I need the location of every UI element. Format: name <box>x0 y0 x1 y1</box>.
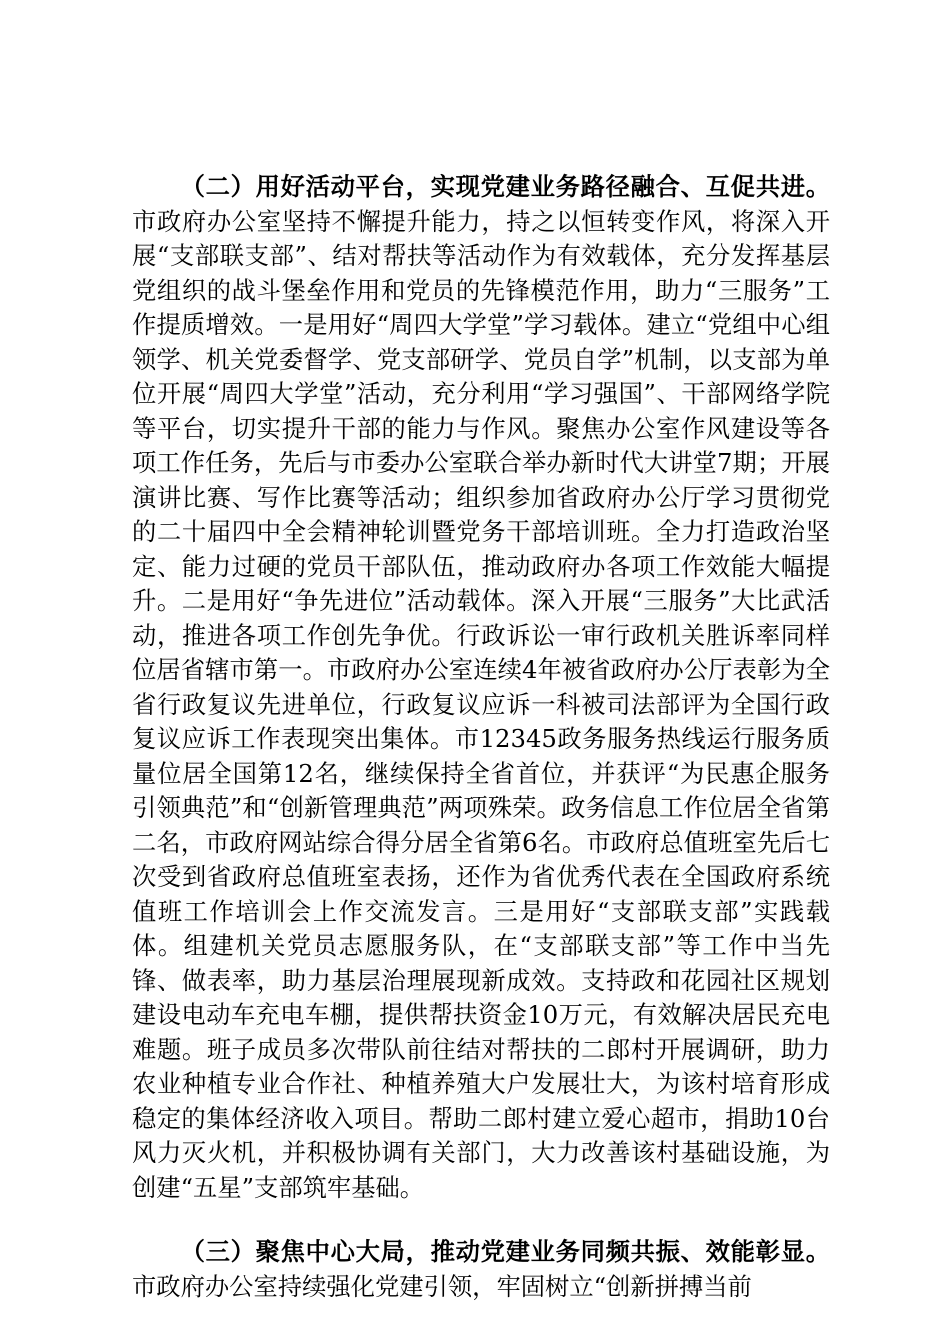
section-body-2: 市政府办公室坚持不懈提升能力，持之以恒转变作风，将深入开展“支部联支部”、结对帮扶等活动作为有效载体，充分发挥基层党组织的战斗堡垒作用和党员的先锋模范作用，助力“三服务”工作提质增效。一是用好“周四大学堂”学习载体。建立“党组中心组领学、机关党委督学、党支部研学、党员自学”机制，以支部为单位开展“周四大学堂”活动，充分利用“学习强国”、干部网络学院等平台，切实提升干部的能力与作风。聚焦办公室作风建设等各项工作任务，先后与市委办公室联合举办新时代大讲堂7期；开展演讲比赛、写作比赛等活动；组织参加省政府办公厅学习贯彻党的二十届四中全会精神轮训暨党务干部培训班。全力打造政治坚定、能力过硬的党员干部队伍，推动政府办各项工作效能大幅提升。二是用好“争先进位”活动载体。深入开展“三服务”大比武活动，推进各项工作创先争优。行政诉讼一审行政机关胜诉率同样位居省辖市第一。市政府办公室连续4年被省政府办公厅表彰为全省行政复议先进单位，行政复议应诉一科被司法部评为全国行政复议应诉工作表现突出集体。市12345政务服务热线运行服务质量位居全国第12名，继续保持全省首位，并获评“为民惠企服务引领典范”和“创新管理典范”两项殊荣。政务信息工作位居全省第二名，市政府网站综合得分居全省第6名。市政府总值班室先后七次受到省政府总值班室表扬，还作为省优秀代表在全国政府系统值班工作培训会上作交流发言。三是用好“支部联支部”实践载体。组建机关党员志愿服务队，在“支部联支部”等工作中当先锋、做表率，助力基层治理展现新成效。支持政和花园社区规划建设电动车充电车棚，提供帮扶资金10万元，有效解决居民充电难题。班子成员多次带队前往结对帮扶的二郎村开展调研，助力农业种植专业合作社、种植养殖大户发展壮大，为该村培育形成稳定的集体经济收入项目。帮助二郎村建立爱心超市，捐助10台风力灭火机，并积极协调有关部门，大力改善该村基础设施，为创建“五星”支部筑牢基础。 <box>132 206 830 1202</box>
section-body-3: 市政府办公室持续强化党建引领，牢固树立“创新拼搏当前 <box>132 1271 752 1301</box>
document-page <box>132 170 830 1304</box>
section-heading-3: （三）聚焦中心大局，推动党建业务同频共振、效能彰显。 <box>180 1237 830 1266</box>
section-paragraph-2 <box>132 170 830 1205</box>
section-heading-2: （二）用好活动平台，实现党建业务路径融合、互促共进。 <box>180 172 830 201</box>
section-paragraph-3 <box>132 1235 830 1304</box>
